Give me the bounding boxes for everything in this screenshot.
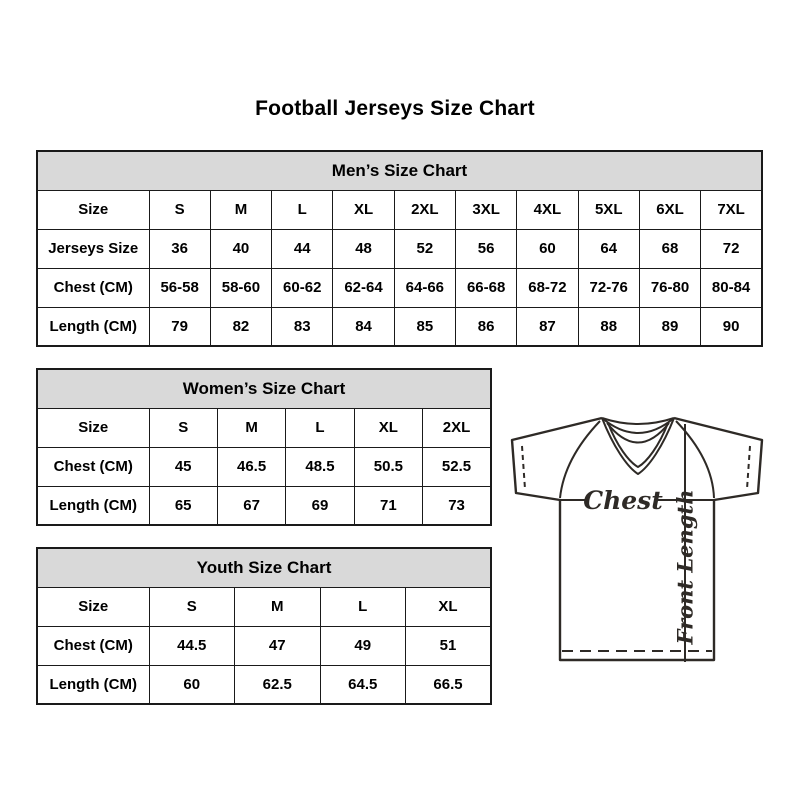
value-cell: 68: [639, 229, 700, 268]
men-row-2: [37, 268, 762, 307]
value-cell: 4XL: [517, 190, 578, 229]
row-label-cell: Chest (CM): [37, 447, 149, 486]
value-cell: 67: [217, 486, 285, 525]
value-cell: 62.5: [235, 665, 321, 704]
v-neck-inner: [608, 423, 668, 467]
value-cell: 3XL: [455, 190, 516, 229]
right-sleeve-seam: [676, 421, 714, 498]
value-cell: 88: [578, 307, 639, 346]
value-cell: L: [320, 587, 406, 626]
value-cell: 66-68: [455, 268, 516, 307]
mens-size-table: [36, 150, 763, 347]
value-cell: 2XL: [423, 408, 491, 447]
row-label-cell: Size: [37, 408, 149, 447]
women-row-2: [37, 486, 491, 525]
value-cell: 6XL: [639, 190, 700, 229]
youth-table-title: Youth Size Chart: [37, 548, 491, 587]
value-cell: XL: [406, 587, 492, 626]
jersey-outline-shape: [512, 418, 762, 660]
value-cell: XL: [333, 190, 394, 229]
value-cell: 84: [333, 307, 394, 346]
value-cell: S: [149, 190, 210, 229]
value-cell: 64.5: [320, 665, 406, 704]
value-cell: 64-66: [394, 268, 455, 307]
value-cell: 48: [333, 229, 394, 268]
youth-row-1: [37, 626, 491, 665]
row-label-cell: Length (CM): [37, 665, 149, 704]
value-cell: 56-58: [149, 268, 210, 307]
value-cell: 72-76: [578, 268, 639, 307]
value-cell: 73: [423, 486, 491, 525]
value-cell: 44: [272, 229, 333, 268]
value-cell: 87: [517, 307, 578, 346]
value-cell: 71: [354, 486, 422, 525]
value-cell: 64: [578, 229, 639, 268]
value-cell: 65: [149, 486, 217, 525]
value-cell: L: [286, 408, 354, 447]
value-cell: 69: [286, 486, 354, 525]
right-cuff-dashed-line: [747, 446, 750, 489]
jersey-diagram: [496, 410, 776, 702]
value-cell: 66.5: [406, 665, 492, 704]
row-label-cell: Chest (CM): [37, 626, 149, 665]
value-cell: S: [149, 408, 217, 447]
value-cell: S: [149, 587, 235, 626]
value-cell: 80-84: [701, 268, 762, 307]
value-cell: 60: [517, 229, 578, 268]
men-row-3: [37, 307, 762, 346]
value-cell: 86: [455, 307, 516, 346]
row-label-cell: Size: [37, 190, 149, 229]
men-row-0: [37, 190, 762, 229]
page-title: Football Jerseys Size Chart: [255, 97, 535, 120]
value-cell: 44.5: [149, 626, 235, 665]
value-cell: 85: [394, 307, 455, 346]
value-cell: 83: [272, 307, 333, 346]
value-cell: 2XL: [394, 190, 455, 229]
value-cell: 62-64: [333, 268, 394, 307]
value-cell: M: [217, 408, 285, 447]
row-label-cell: Length (CM): [37, 307, 149, 346]
men-row-1: [37, 229, 762, 268]
value-cell: 82: [210, 307, 271, 346]
value-cell: 51: [406, 626, 492, 665]
value-cell: 58-60: [210, 268, 271, 307]
value-cell: 68-72: [517, 268, 578, 307]
women-row-0: [37, 408, 491, 447]
value-cell: 60: [149, 665, 235, 704]
women-title-row: [37, 369, 491, 408]
value-cell: 89: [639, 307, 700, 346]
men-title-row: [37, 151, 762, 190]
value-cell: 90: [701, 307, 762, 346]
value-cell: L: [272, 190, 333, 229]
value-cell: 76-80: [639, 268, 700, 307]
youth-title-row: [37, 548, 491, 587]
value-cell: 47: [235, 626, 321, 665]
value-cell: 52.5: [423, 447, 491, 486]
value-cell: 7XL: [701, 190, 762, 229]
men-table-title: Men’s Size Chart: [37, 151, 762, 190]
row-label-cell: Chest (CM): [37, 268, 149, 307]
youth-row-2: [37, 665, 491, 704]
value-cell: 72: [701, 229, 762, 268]
value-cell: 60-62: [272, 268, 333, 307]
row-label-cell: Length (CM): [37, 486, 149, 525]
row-label-cell: Size: [37, 587, 149, 626]
youth-size-table: [36, 547, 492, 705]
value-cell: 40: [210, 229, 271, 268]
value-cell: 45: [149, 447, 217, 486]
value-cell: 49: [320, 626, 406, 665]
chest-label: Chest: [583, 486, 663, 515]
value-cell: 46.5: [217, 447, 285, 486]
women-table-title: Women’s Size Chart: [37, 369, 491, 408]
value-cell: M: [235, 587, 321, 626]
value-cell: 56: [455, 229, 516, 268]
women-row-1: [37, 447, 491, 486]
womens-size-table: [36, 368, 492, 526]
collar-back-curves: [602, 418, 674, 443]
value-cell: 79: [149, 307, 210, 346]
value-cell: 36: [149, 229, 210, 268]
value-cell: 52: [394, 229, 455, 268]
value-cell: XL: [354, 408, 422, 447]
row-label-cell: Jerseys Size: [37, 229, 149, 268]
youth-row-0: [37, 587, 491, 626]
value-cell: 50.5: [354, 447, 422, 486]
left-cuff-dashed-line: [522, 446, 525, 489]
front-length-label: Front Length: [672, 489, 698, 645]
value-cell: 48.5: [286, 447, 354, 486]
value-cell: M: [210, 190, 271, 229]
value-cell: 5XL: [578, 190, 639, 229]
